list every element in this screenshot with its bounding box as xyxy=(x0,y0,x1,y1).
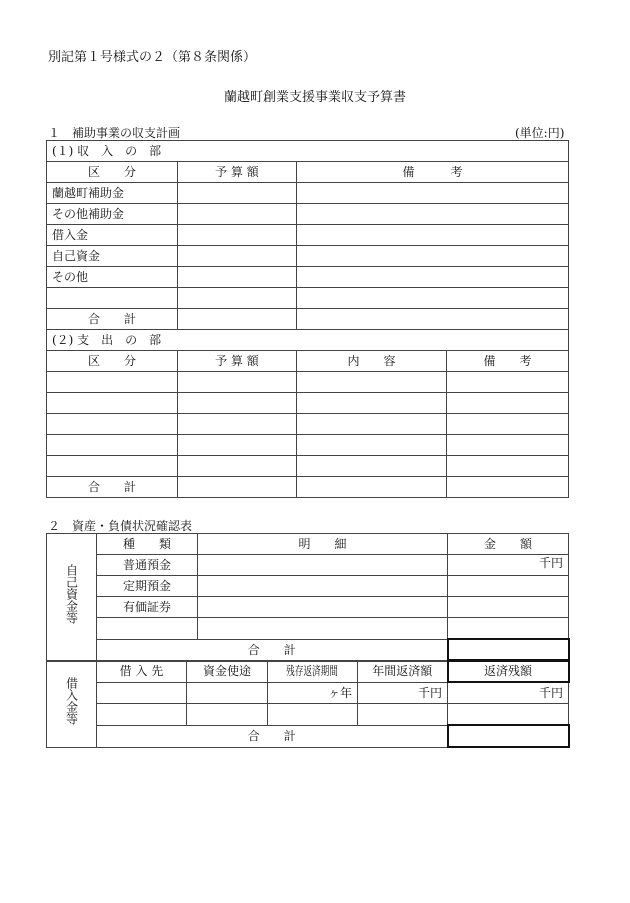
own-funds-type: 定期預金 xyxy=(97,576,198,597)
own-funds-type: 普通預金 xyxy=(97,555,198,576)
expense-content-cell[interactable] xyxy=(297,456,447,477)
table-row xyxy=(47,597,569,618)
income-budget-cell[interactable] xyxy=(178,183,297,204)
table-row xyxy=(47,183,569,204)
table-row xyxy=(47,682,569,704)
loans-col-lender: 借 入 先 xyxy=(97,660,187,682)
income-category xyxy=(47,288,178,309)
own-funds-total-label: 合 計 xyxy=(97,639,448,661)
own-funds-total-cell[interactable] xyxy=(448,639,569,661)
expense-remarks-cell[interactable] xyxy=(447,456,569,477)
table-row xyxy=(47,555,569,576)
own-funds-detail-cell[interactable] xyxy=(198,597,448,618)
own-funds-unit: 千円 xyxy=(448,555,569,576)
table-row xyxy=(47,246,569,267)
loans-col-remaining: 残存返済期間 xyxy=(268,660,358,682)
table-row xyxy=(47,288,569,309)
section1-heading: １ 補助事業の収支計画 xyxy=(48,126,181,140)
expense-remarks-cell[interactable] xyxy=(447,372,569,393)
income-remarks-cell[interactable] xyxy=(297,225,569,246)
loans-purpose-cell[interactable] xyxy=(187,682,268,704)
income-budget-cell[interactable] xyxy=(178,267,297,288)
income-total-cell[interactable] xyxy=(178,309,297,330)
expense-total-remarks[interactable] xyxy=(447,477,569,498)
expense-total-cell[interactable] xyxy=(178,477,297,498)
table-row xyxy=(47,372,569,393)
income-budget-cell[interactable] xyxy=(178,246,297,267)
expense-col-content: 内 容 xyxy=(297,351,447,372)
loans-balance-cell[interactable] xyxy=(448,704,569,726)
income-budget-cell[interactable] xyxy=(178,288,297,309)
expense-budget-cell[interactable] xyxy=(178,435,297,456)
section2-heading: ２ 資産・負債状況確認表 xyxy=(48,519,193,533)
income-remarks-cell[interactable] xyxy=(297,204,569,225)
loans-total-cell[interactable] xyxy=(448,725,569,747)
loans-lender-cell[interactable] xyxy=(97,682,187,704)
expense-category-cell[interactable] xyxy=(47,372,178,393)
table-row xyxy=(47,456,569,477)
own-funds-amount-cell[interactable] xyxy=(448,576,569,597)
own-funds-amount-cell[interactable] xyxy=(448,618,569,640)
loans-annual-unit: 千円 xyxy=(358,682,448,704)
income-col-budget: 予 算 額 xyxy=(178,162,297,183)
loans-period-cell[interactable] xyxy=(268,704,358,726)
unit-label: (単位:円) xyxy=(515,126,565,140)
income-remarks-cell[interactable] xyxy=(297,246,569,267)
own-funds-side-label: 自己資金等 xyxy=(47,534,97,662)
loans-col-balance: 返済残額 xyxy=(448,660,569,682)
expense-section-label: (２) 支 出 の 部 xyxy=(47,330,569,351)
income-remarks-cell[interactable] xyxy=(297,183,569,204)
expense-remarks-cell[interactable] xyxy=(447,393,569,414)
loans-side-label: 借入金等 xyxy=(47,660,97,747)
loans-total-label: 合 計 xyxy=(97,725,448,747)
expense-col-remarks: 備 考 xyxy=(447,351,569,372)
expense-content-cell[interactable] xyxy=(297,435,447,456)
income-category: 借入金 xyxy=(47,225,178,246)
expense-content-cell[interactable] xyxy=(297,414,447,435)
income-col-remarks: 備 考 xyxy=(297,162,569,183)
table-row xyxy=(47,267,569,288)
expense-content-cell[interactable] xyxy=(297,372,447,393)
table-row xyxy=(47,704,569,726)
expense-total-label: 合 計 xyxy=(47,477,178,498)
own-funds-col-amount: 金 額 xyxy=(448,534,569,555)
loans-lender-cell[interactable] xyxy=(97,704,187,726)
income-category: 蘭越町補助金 xyxy=(47,183,178,204)
expense-category-cell[interactable] xyxy=(47,414,178,435)
own-funds-amount-cell[interactable] xyxy=(448,597,569,618)
income-category: その他補助金 xyxy=(47,204,178,225)
own-funds-col-detail: 明 細 xyxy=(198,534,448,555)
income-remarks-cell[interactable] xyxy=(297,288,569,309)
income-section-label: (１) 収 入 の 部 xyxy=(47,141,569,162)
expense-col-category: 区 分 xyxy=(47,351,178,372)
expense-content-cell[interactable] xyxy=(297,393,447,414)
loans-period-unit: ヶ年 xyxy=(268,682,358,704)
loans-annual-cell[interactable] xyxy=(358,704,448,726)
expense-budget-cell[interactable] xyxy=(178,456,297,477)
expense-category-cell[interactable] xyxy=(47,456,178,477)
loans-col-annual: 年間返済額 xyxy=(358,660,448,682)
own-funds-type: 有価証券 xyxy=(97,597,198,618)
expense-budget-cell[interactable] xyxy=(178,372,297,393)
own-funds-detail-cell[interactable] xyxy=(198,618,448,640)
own-funds-detail-cell[interactable] xyxy=(198,555,448,576)
income-category: 自己資金 xyxy=(47,246,178,267)
budget-table xyxy=(46,140,569,498)
loans-purpose-cell[interactable] xyxy=(187,704,268,726)
own-funds-col-type: 種 類 xyxy=(97,534,198,555)
expense-remarks-cell[interactable] xyxy=(447,435,569,456)
table-row xyxy=(47,414,569,435)
expense-remarks-cell[interactable] xyxy=(447,414,569,435)
form-reference: 別記第１号様式の２（第８条関係） xyxy=(48,50,257,65)
loans-col-purpose: 資金使途 xyxy=(187,660,268,682)
income-budget-cell[interactable] xyxy=(178,225,297,246)
loans-table xyxy=(46,659,570,748)
table-row xyxy=(47,225,569,246)
table-row xyxy=(47,204,569,225)
expense-budget-cell[interactable] xyxy=(178,414,297,435)
own-funds-table xyxy=(46,533,570,662)
expense-budget-cell[interactable] xyxy=(178,393,297,414)
loans-balance-unit: 千円 xyxy=(448,682,569,704)
expense-col-budget: 予 算 額 xyxy=(178,351,297,372)
expense-total-content[interactable] xyxy=(297,477,447,498)
income-budget-cell[interactable] xyxy=(178,204,297,225)
own-funds-detail-cell[interactable] xyxy=(198,576,448,597)
table-row xyxy=(47,576,569,597)
expense-category-cell[interactable] xyxy=(47,393,178,414)
income-remarks-cell[interactable] xyxy=(297,267,569,288)
income-total-remarks[interactable] xyxy=(297,309,569,330)
expense-category-cell[interactable] xyxy=(47,435,178,456)
own-funds-type xyxy=(97,618,198,640)
table-row xyxy=(47,435,569,456)
table-row xyxy=(47,393,569,414)
income-total-label: 合 計 xyxy=(47,309,178,330)
table-row xyxy=(47,618,569,640)
page-title: 蘭越町創業支援事業収支予算書 xyxy=(223,90,406,105)
income-col-category: 区 分 xyxy=(47,162,178,183)
income-category: その他 xyxy=(47,267,178,288)
